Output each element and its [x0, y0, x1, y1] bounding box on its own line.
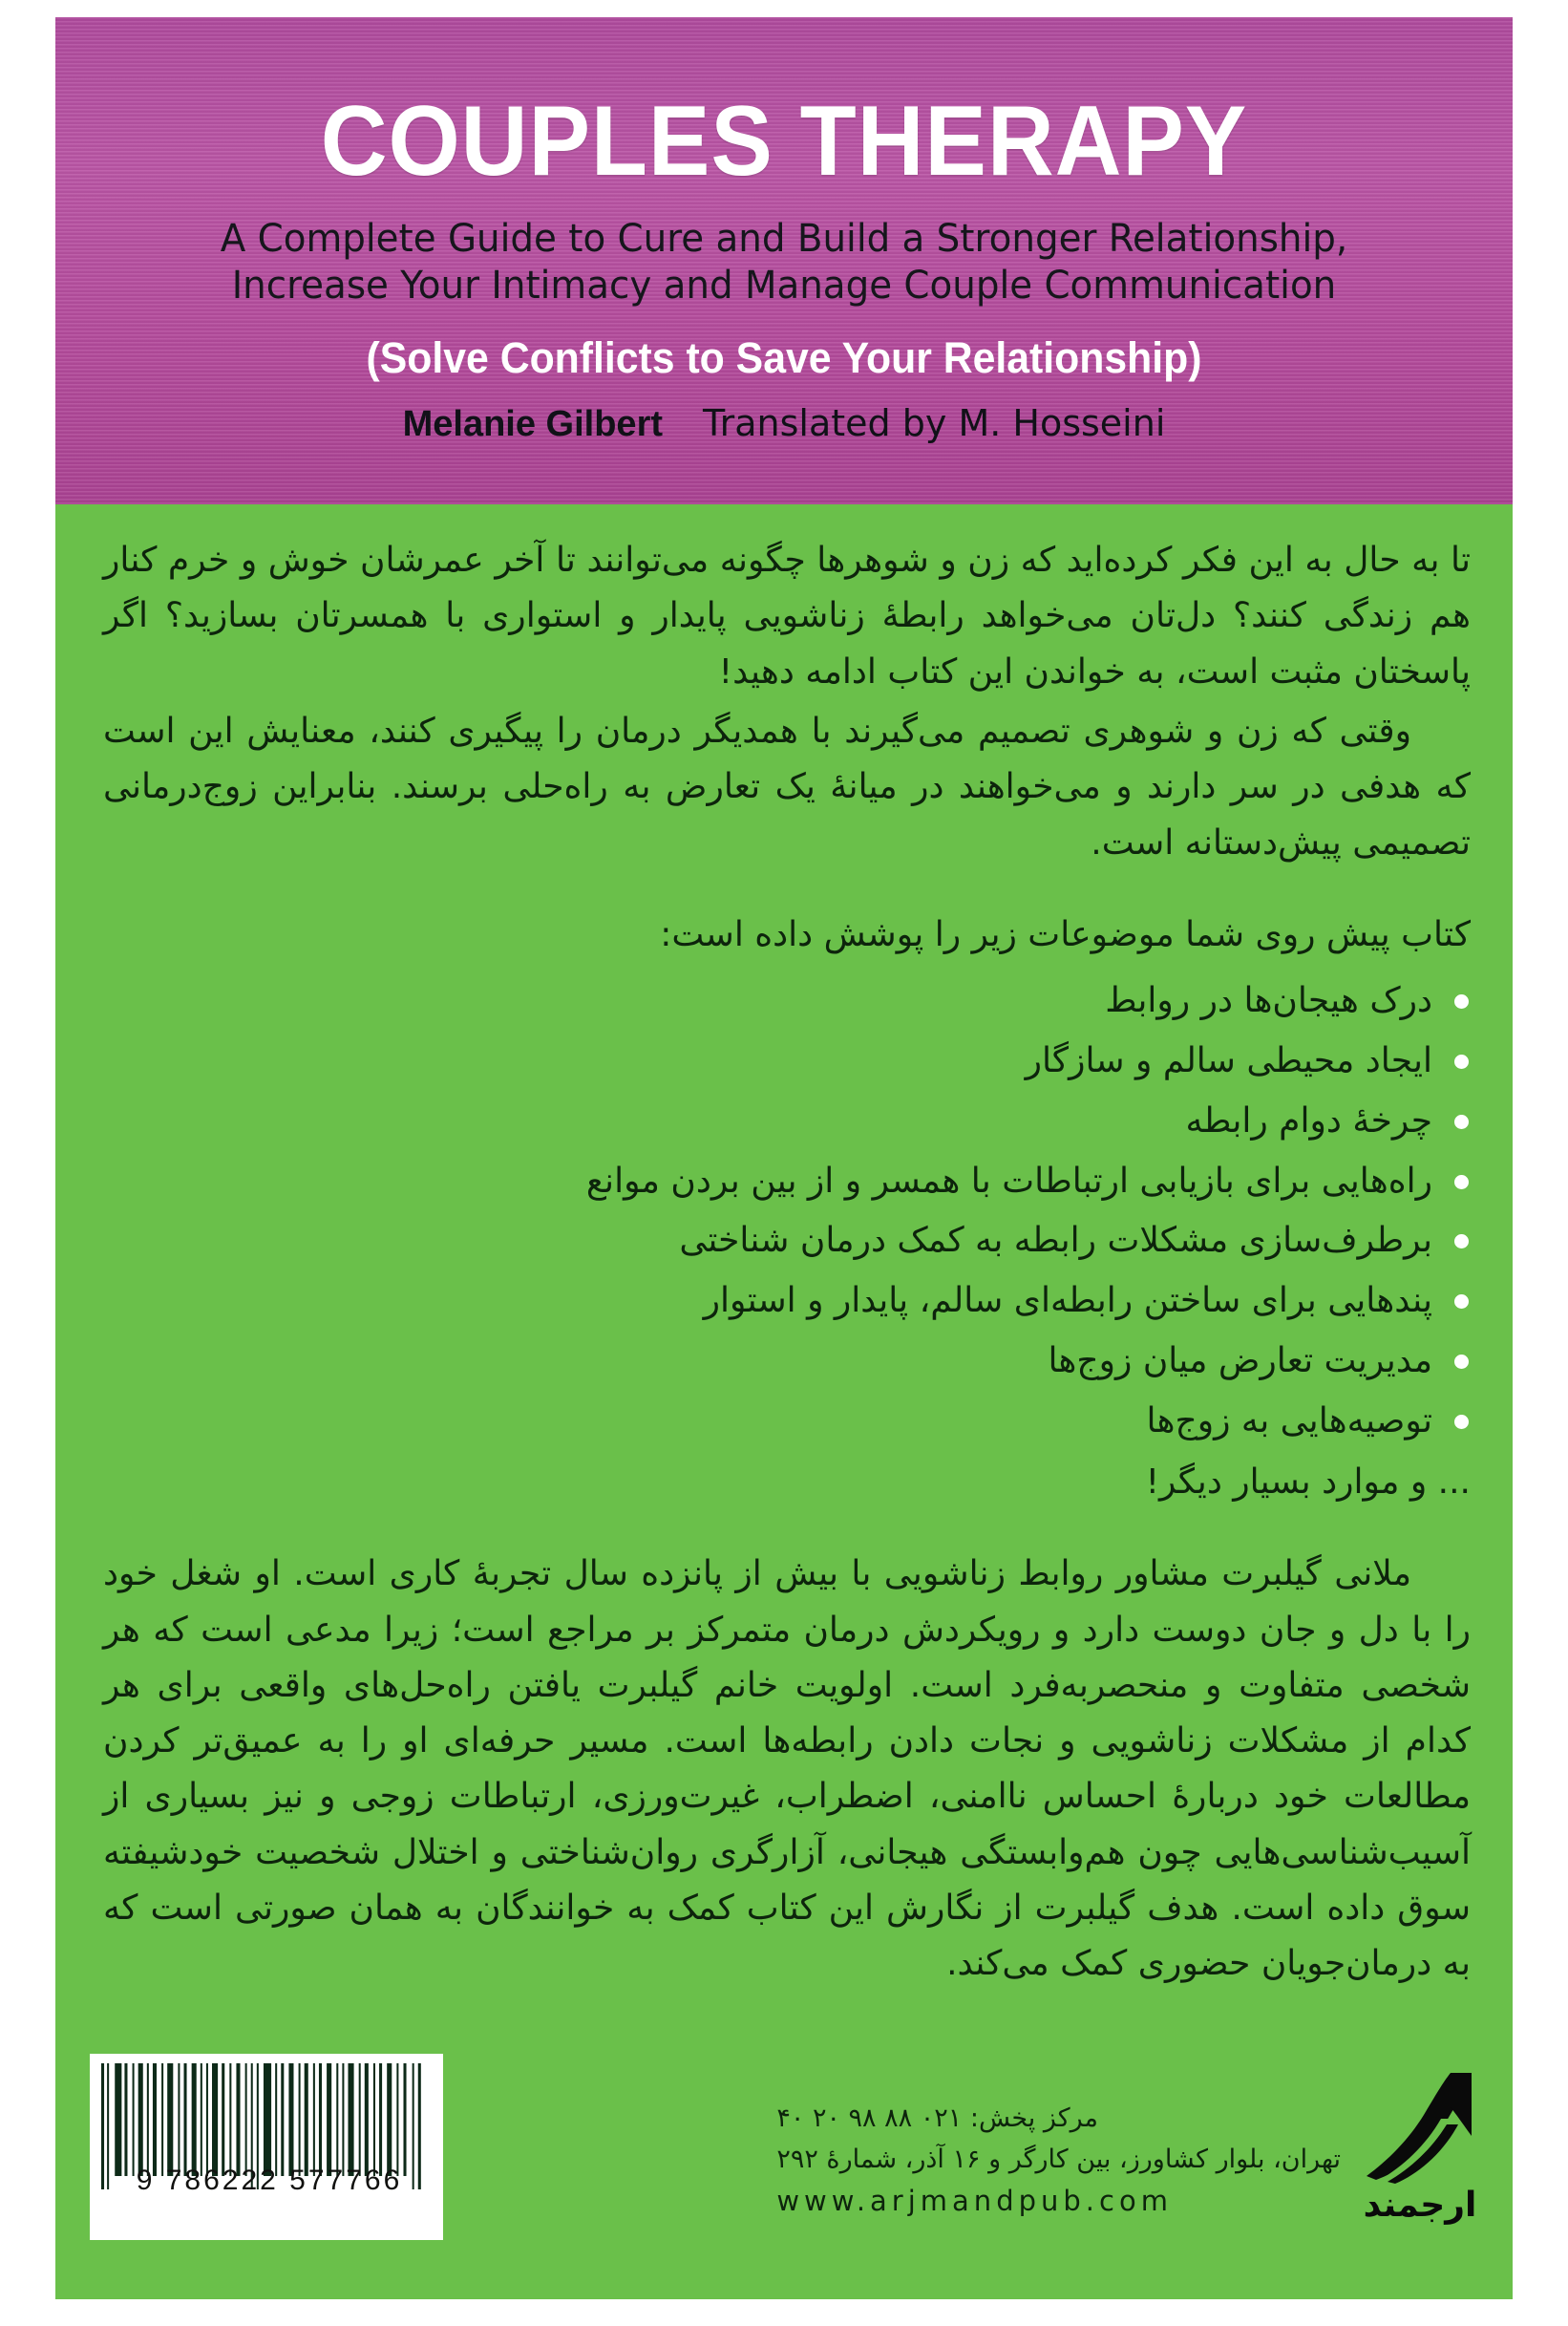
- header-band: [55, 17, 1513, 504]
- page-edge-bottom: [0, 2299, 1568, 2326]
- list-item-label: مدیریت تعارض میان زوج‌ها: [1048, 1340, 1432, 1380]
- author-bio: [55, 1508, 1513, 1993]
- arjmand-logo-icon: [1359, 2069, 1481, 2184]
- list-item: [103, 1335, 1471, 1388]
- list-item: [103, 975, 1471, 1028]
- list-item-label: درک هیجان‌ها در روابط: [1105, 981, 1432, 1021]
- bullet-dot-icon: [1454, 1055, 1469, 1069]
- bullet-dot-icon: [1454, 1294, 1469, 1309]
- tagline: (Solve Conflicts to Save Your Relationship): [366, 332, 1202, 382]
- list-item: [103, 1396, 1471, 1448]
- page-edge-top: [0, 0, 1568, 17]
- list-item: [103, 1215, 1471, 1268]
- topics-list: [55, 975, 1513, 1447]
- bullet-dot-icon: [1454, 1415, 1469, 1429]
- page-edge-left: [0, 0, 55, 2326]
- page-edge-right: [1513, 0, 1568, 2326]
- list-item-label: پندهایی برای ساختن رابطه‌ای سالم، پایدار و استوار: [703, 1281, 1432, 1321]
- list-item-label: ایجاد محیطی سالم و سازگار: [1025, 1041, 1432, 1081]
- list-item: [103, 1096, 1471, 1148]
- translator-credit: Translated by M. Hosseini: [703, 402, 1166, 445]
- more-topics-note: ... و موارد بسیار دیگر!: [1145, 1462, 1471, 1503]
- list-item: [103, 1035, 1471, 1088]
- publisher-contact: [776, 2098, 1341, 2217]
- subtitle-line-2: Increase Your Intimacy and Manage Couple Communication: [231, 263, 1337, 308]
- list-item-label: برطرف‌سازی مشکلات رابطه به کمک درمان شناختی: [679, 1221, 1432, 1261]
- list-item: [103, 1275, 1471, 1328]
- isbn-barcode: [90, 2054, 443, 2240]
- intro-paragraph-1: تا به حال به این فکر کرده‌اید که زن و شوهرها چگونه می‌توانند تا آخر عمرشان خوش و خرم کنار هم زندگی کنند؟ دل‌تان می‌خواهد رابطهٔ زناشویی پایدار و استواری با همسرتان بسازید؟ اگر پاسختان مثبت است، به خواندن این کتاب ادامه دهید!: [103, 541, 1471, 692]
- page-title: COUPLES THERAPY: [320, 86, 1248, 197]
- publisher-website: www.arjmandpub.com: [776, 2185, 1173, 2217]
- isbn-digits: 9 786222 577766: [136, 2165, 403, 2196]
- header-content: [55, 17, 1513, 445]
- covers-heading: کتاب پیش روی شما موضوعات زیر را پوشش داده است:: [660, 914, 1471, 954]
- author-name: Melanie Gilbert: [402, 404, 664, 445]
- bullet-dot-icon: [1454, 994, 1469, 1009]
- list-item-label: چرخهٔ دوام رابطه: [1185, 1100, 1432, 1141]
- publisher-name: ارجمند: [1363, 2186, 1477, 2225]
- list-item-label: توصیه‌هایی به زوج‌ها: [1146, 1400, 1432, 1440]
- list-item-label: راه‌هایی برای بازیابی ارتباطات با همسر و از بین بردن موانع: [585, 1161, 1432, 1201]
- bullet-dot-icon: [1454, 1234, 1469, 1248]
- byline: [94, 381, 1474, 445]
- subtitle: [115, 191, 1454, 309]
- bullet-dot-icon: [1454, 1175, 1469, 1189]
- footer: [55, 1984, 1513, 2299]
- list-item: [103, 1156, 1471, 1208]
- bullet-dot-icon: [1454, 1355, 1469, 1369]
- bullet-dot-icon: [1454, 1115, 1469, 1129]
- intro-paragraph-2: وقتی که زن و شوهری تصمیم می‌گیرند با همدیگر درمان را پیگیری کنند، معنایش این است که هدفی در سر دارند و می‌خواهند در میانهٔ یک تعارض به راه‌حلی برسند. بنابراین زوج‌درمانی تصمیمی پیش‌دستانه است.: [103, 711, 1471, 863]
- publisher-address: تهران، بلوار کشاورز، بین کارگر و ۱۶ آذر، شمارهٔ ۲۹۲: [776, 2145, 1341, 2175]
- publisher-logo: [1348, 2069, 1492, 2225]
- intro-text: [55, 504, 1513, 871]
- author-bio-paragraph: ملانی گیلبرت مشاور روابط زناشویی با بیش از پانزده سال تجربهٔ کاری است. او شغل خود را با دل و جان دوست دارد و رویکردش درمان متمرکز بر مراجع است؛ زیرا مدعی است که هر شخصی متفاوت و منحصربه‌فرد است. اولویت خانم گیلبرت یافتن راه‌حل‌های واقعی برای هر کدام از مشکلات زناشویی و نجات دادن رابطه‌ها است. مسیر حرفه‌ای او را به عمیق‌تر کردن مطالعات خود دربارهٔ احساس ناامنی، اضطراب، غیرت‌ورزی، ارتباطات زوجی و نیز بسیاری از آسیب‌شناسی‌هایی چون هم‌وابستگی هیجانی، آزارگری روان‌شناختی و اختلال شخصیت خودشیفته سوق داده است. هدف گیلبرت از نگارش این کتاب کمک به خوانندگان به همان صورتی است که به درمان‌جویان حضوری کمک می‌کند.: [103, 1554, 1471, 1984]
- distribution-phone: مرکز پخش: ۰۲۱ ۸۸ ۹۸ ۲۰ ۴۰: [776, 2102, 1099, 2133]
- subtitle-line-1: A Complete Guide to Cure and Build a Stronger Relationship,: [220, 217, 1348, 261]
